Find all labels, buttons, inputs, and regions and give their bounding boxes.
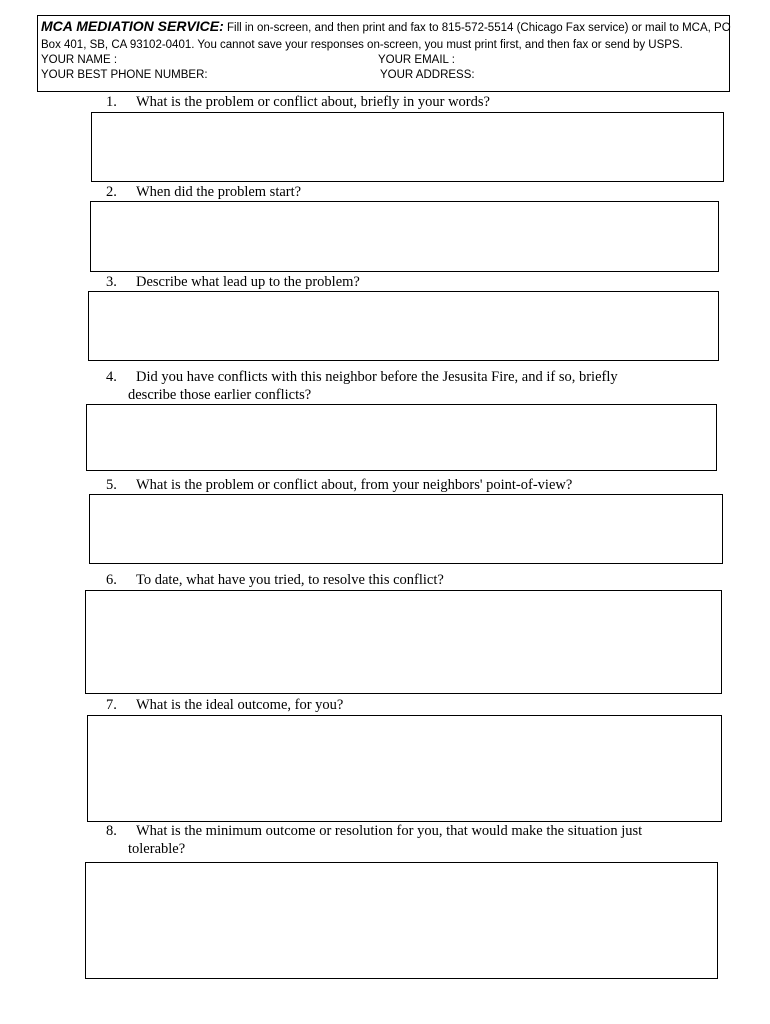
question-1-number: 1. <box>106 94 117 110</box>
question-7 <box>106 696 343 714</box>
question-3 <box>106 273 360 291</box>
answer-2-field[interactable] <box>90 201 719 272</box>
question-1-text: What is the problem or conflict about, briefly in your words? <box>136 94 490 110</box>
question-3-text: Describe what lead up to the problem? <box>136 274 360 290</box>
answer-5-field[interactable] <box>89 494 723 564</box>
contact-header <box>37 15 730 92</box>
question-8-text-continued: tolerable? <box>128 841 186 857</box>
answer-6-field[interactable] <box>85 590 722 694</box>
question-1 <box>106 93 490 111</box>
question-6-number: 6. <box>106 572 117 588</box>
answer-8-field[interactable] <box>85 862 718 979</box>
question-8-text: What is the minimum outcome or resolution for you, that would make the situation just <box>136 823 643 839</box>
phone-label: YOUR BEST PHONE NUMBER: <box>41 69 208 81</box>
header-line-1 <box>41 19 731 35</box>
question-4 <box>106 368 618 386</box>
question-4-number: 4. <box>106 369 117 385</box>
email-label: YOUR EMAIL : <box>378 54 455 66</box>
question-2-number: 2. <box>106 184 117 200</box>
address-label: YOUR ADDRESS: <box>380 69 475 81</box>
question-6-text: To date, what have you tried, to resolve this conflict? <box>136 572 444 588</box>
question-5-text: What is the problem or conflict about, from your neighbors' point-of-view? <box>136 477 573 493</box>
question-5 <box>106 476 572 494</box>
question-7-text: What is the ideal outcome, for you? <box>136 697 344 713</box>
answer-1-field[interactable] <box>91 112 724 182</box>
question-4-text-continued: describe those earlier conflicts? <box>128 387 312 403</box>
question-6 <box>106 571 444 589</box>
question-5-number: 5. <box>106 477 117 493</box>
answer-3-field[interactable] <box>88 291 719 361</box>
question-2 <box>106 183 301 201</box>
question-8 <box>106 822 642 840</box>
question-4-text: Did you have conflicts with this neighbor before the Jesusita Fire, and if so, briefly <box>136 369 618 385</box>
answer-4-field[interactable] <box>86 404 717 471</box>
question-2-text: When did the problem start? <box>136 184 302 200</box>
question-3-number: 3. <box>106 274 117 290</box>
instructions-line-1: Fill in on-screen, and then print and fax to 815-572-5514 (Chicago Fax service) or mail to MCA, PO <box>226 22 731 34</box>
instructions-line-2: Box 401, SB, CA 93102-0401. You cannot save your responses on-screen, you must print first, and then fax or send by USPS. <box>41 39 683 51</box>
answer-7-field[interactable] <box>87 715 722 822</box>
question-8-number: 8. <box>106 823 117 839</box>
org-title: MCA MEDIATION SERVICE: <box>41 18 224 34</box>
question-7-number: 7. <box>106 697 117 713</box>
name-label: YOUR NAME : <box>41 54 118 66</box>
